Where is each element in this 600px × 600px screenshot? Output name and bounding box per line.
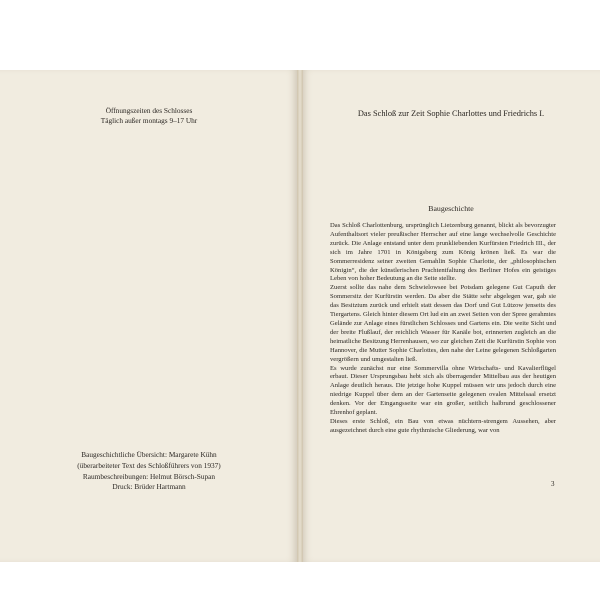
paragraph: Zuerst sollte das nahe dem Schwielowsee bei Potsdam gelegene Gut Caputh der Sommersitz der Kurfürstin werden. Da aber die Stätte sehr abgelegen war, gab sie das Besitztum zurück und erhielt statt dessen das Dorf und Gut Lützow jenseits des Tiergartens. Gleich hinter diesem Ort lud ein an zwei Seiten von der Spree gerahmtes Gelände zur Anlage eines fürstlichen Schlosses und Gartens ein. Die weite Sicht und der breite Flußlauf, der reichlich Wasser für Kanäle bot, erinnerten zugleich an die heimatliche Besitzung Herrenhausen, wo zur gleichen Zeit die Kurfürstin Sophie von Hannover, die Mutter Sophie Charlottes, den nahe der Leine gelegenen Schloßgarten vergrößern und umgestalten ließ.: [330, 284, 556, 363]
paragraph: Das Schloß Charlottenburg, ursprünglich Lietzenburg genannt, blickt als bevorzugter Aufenthaltsort vieler preußischer Herrscher auf eine lange wechselvolle Geschichte zurück. Die Anlage entstand unter dem prunkliebenden Kurfürsten Friedrich III., der sich im Jahre 1701 in Königsberg zum König krönen ließ. Es war die Sommerresidenz seiner zweiten Gemahlin Sophie Charlotte, der „philosophischen Königin“, die der künstlerischen Prachtentfaltung des Berliner Hofes ein geistiges Leben von hoher Bedeutung an die Seite stellte.: [330, 222, 556, 283]
body-text: [330, 222, 556, 436]
page-number: 3: [551, 480, 555, 488]
opening-hours-line: Öffnungszeiten des Schlosses: [105, 106, 193, 115]
credits-line: Baugeschichtliche Übersicht: Margarete Kühn: [81, 450, 217, 459]
opening-hours: [0, 106, 298, 126]
credits-line: Druck: Brüder Hartmann: [112, 482, 186, 492]
credits: [0, 450, 298, 493]
credits-line: (überarbeiteter Text des Schloßführers von 1937): [77, 460, 221, 470]
paragraph: Es wurde zunächst nur eine Sommervilla ohne Wirtschafts- und Kavalierflügel erbaut. Dieser Ursprungsbau hebt sich als überragender Mittelbau aus der heutigen Anlage deutlich heraus. Die jetzige hohe Kuppel müssen wir uns jedoch durch eine niedrige Kuppel über dem an der Gartenseite gelegenen ovalen Mittelsaal ersetzt denken. Vor der Eingangsseite war ein großer, seitlich halbrund geschlossener Ehrenhof geplant.: [330, 364, 556, 417]
credits-line: Raumbeschreibungen: Helmut Börsch-Supan: [82, 471, 216, 481]
opening-hours-line: Täglich außer montags 9–17 Uhr: [100, 116, 198, 125]
paragraph: Dieses erste Schloß, ein Bau von etwas nüchtern-strengem Aussehen, aber ausgezeichnet durch eine gute rhythmische Gliederung, war von: [330, 417, 556, 434]
section-heading: Baugeschichte: [428, 204, 474, 213]
chapter-title: Das Schloß zur Zeit Sophie Charlottes und Friedrichs I.: [357, 109, 545, 118]
